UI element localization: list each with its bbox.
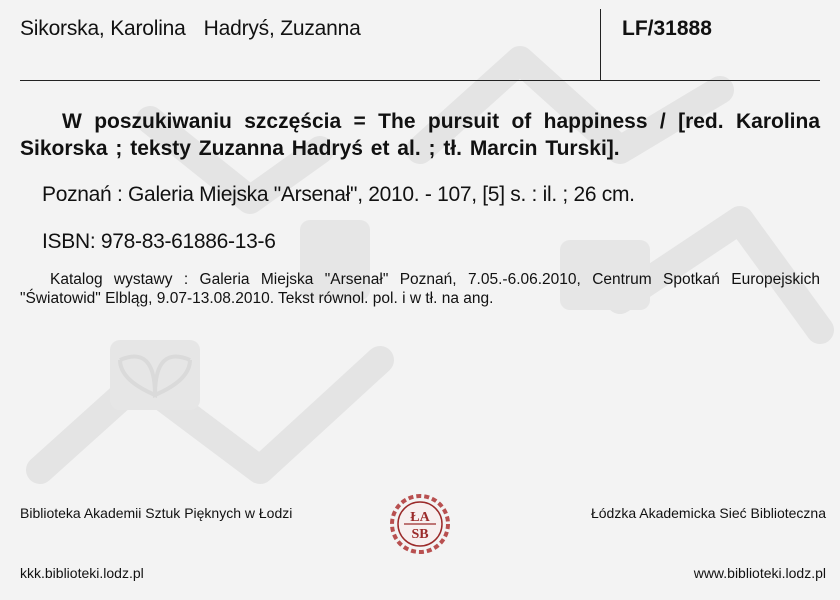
secondary-author: Hadryś, Zuzanna	[203, 17, 361, 40]
call-number: LF/31888	[622, 17, 712, 40]
exhibition-note: Katalog wystawy : Galeria Miejska "Arsenał" Poznań, 7.05.-6.06.2010, Centrum Spotkań Europejskich "Światowid" Elbląg, 9.07-13.08.2010. Tekst równol. pol. i w tł. na ang.	[20, 271, 820, 307]
network-url[interactable]: www.biblioteki.lodz.pl	[693, 565, 826, 581]
lasb-logo	[387, 493, 453, 555]
horizontal-divider	[20, 80, 820, 81]
author-line	[20, 17, 361, 41]
publication-info: Poznań : Galeria Miejska "Arsenał", 2010. - 107, [5] s. : il. ; 26 cm.	[42, 183, 635, 206]
vertical-divider	[600, 9, 601, 80]
isbn: ISBN: 978-83-61886-13-6	[42, 230, 276, 253]
library-name-left: Biblioteka Akademii Sztuk Pięknych w Łodzi	[20, 505, 293, 521]
logo-text-bottom: SB	[411, 527, 429, 542]
primary-author: Sikorska, Karolina	[20, 17, 186, 40]
library-network-name: Łódzka Akademicka Sieć Biblioteczna	[590, 505, 826, 521]
title-statement: W poszukiwaniu szczęścia = The pursuit of happiness / [red. Karolina Sikorska ; teksty Zuzanna Hadryś et al. ; tł. Marcin Turski].	[20, 110, 820, 160]
logo-text-top: ŁA	[410, 510, 430, 525]
catalog-url[interactable]: kkk.biblioteki.lodz.pl	[20, 565, 144, 581]
